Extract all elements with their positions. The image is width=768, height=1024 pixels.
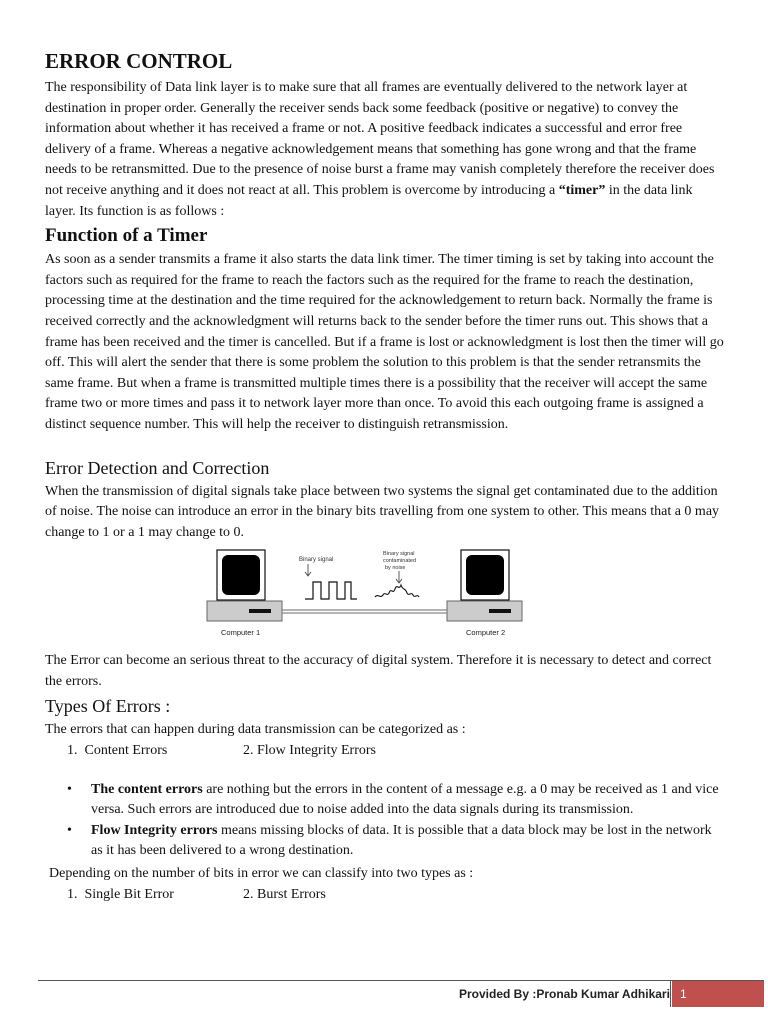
detection-heading: Error Detection and Correction [45,457,270,478]
noisy-signal-wave [375,585,419,597]
computer1-screen [222,555,260,595]
threat-paragraph: The Error can become an serious threat to the accuracy of digital system. Therefore it is necessary to detect and correct the errors. [45,653,712,689]
intro-text-a: The responsibility of Data link layer is to make sure that all frames are eventually delivered to the network layer at destination in proper order. Generally the receiver sends back some feedback (positive or negative) to convey the information about whether it has received a frame or not. A positive feedback indicates a successful and error free delivery of a frame. Whereas a negative acknowledgement means that something has gone wrong and that the frame needs to be retransmitted. Due to the presence of noise burst a frame may vanish completely therefore the receiver does not receive anything and it does not react at all. This problem is overcome by introducing a [45,80,715,198]
intro-timer-term: “timer” [558,182,606,198]
types-heading: Types Of Errors : [45,696,171,717]
intro-paragraph [45,78,725,222]
timer-paragraph: As soon as a sender transmits a frame it also starts the data link timer. The timer timing is set by taking into account the factors such as required for the frame to reach the factors such as the required for the frame to reach the destination, processing time at the destination and the time required for the acknowledgement to return back. Normally the frame is received correctly and the acknowledgment will returns back to the sender before the timer runs out. This shows that a frame has been received and the timer is cancelled. But if a frame is lost or acknowledgment is lost then the timer will go off. This will alert the sender that there is some problem the solution to this problem is that the sender retransmits the same frame. But when a frame is transmitted multiple times there is a possibility that the receiver will accept the same frame two or more times and pass it to network layer more than once. To avoid this each outgoing frame is assigned a distinct sequence number. This will help the receiver to distinguish retransmission. [45,252,724,432]
detection-paragraph: When the transmission of digital signals take place between two systems the signal get contaminated due to the addition of noise. The noise can introduce an error in the binary bits travelling from one system to other. This means that a 0 may change to 1 or a 1 may change to 0. [45,483,720,540]
bit-error-types-list [45,885,725,906]
list-item: • The content errors are nothing but the errors in the content of a message e.g. a 0 may be received as 1 and vice versa. Such errors are introduced due to noise added into the data signals during its transmission. [91,780,725,821]
types-intro: The errors that can happen during data transmission can be categorized as : [45,722,466,738]
list-item: 2. Flow Integrity Errors [243,743,376,759]
classify-paragraph: Depending on the number of bits in error we can classify into two types as : [49,866,474,882]
computer2-label: Computer 2 [466,628,506,638]
error-definitions-list [45,780,725,862]
footer-separator [670,981,671,1007]
page-title: ERROR CONTROL [45,49,233,73]
binary-signal-wave [305,582,357,599]
computer2-drive [489,609,511,613]
list-item: 1. Content Errors [67,743,168,759]
computer1-drive [249,609,271,613]
footer-rule [38,980,764,981]
computer2-screen [466,555,504,595]
intro-text-b: in the data link layer. Its function is as follows : [45,182,693,219]
list-item: 2. Burst Errors [243,886,326,902]
footer-credit: Provided By :Pronab Kumar Adhikari [459,987,670,1001]
list-item: • Flow Integrity errors means missing blocks of data. It is possible that a data block may be lost in the network as it has been delivered to a wrong destination. [91,821,725,862]
document-page [45,48,725,905]
transmission-diagram [45,547,725,643]
transmission-diagram-svg [205,547,545,643]
contaminated-label-1: Binary signal [383,551,415,558]
list-item: 1. Single Bit Error [67,886,174,902]
error-types-list [45,741,725,762]
contaminated-label-2: contaminated [383,558,417,565]
timer-heading: Function of a Timer [45,225,208,247]
contaminated-label-3: by noise [385,565,406,572]
binary-signal-label: Binary signal [299,557,334,564]
page-number: 1 [672,981,764,1007]
computer1-label: Computer 1 [221,628,261,638]
